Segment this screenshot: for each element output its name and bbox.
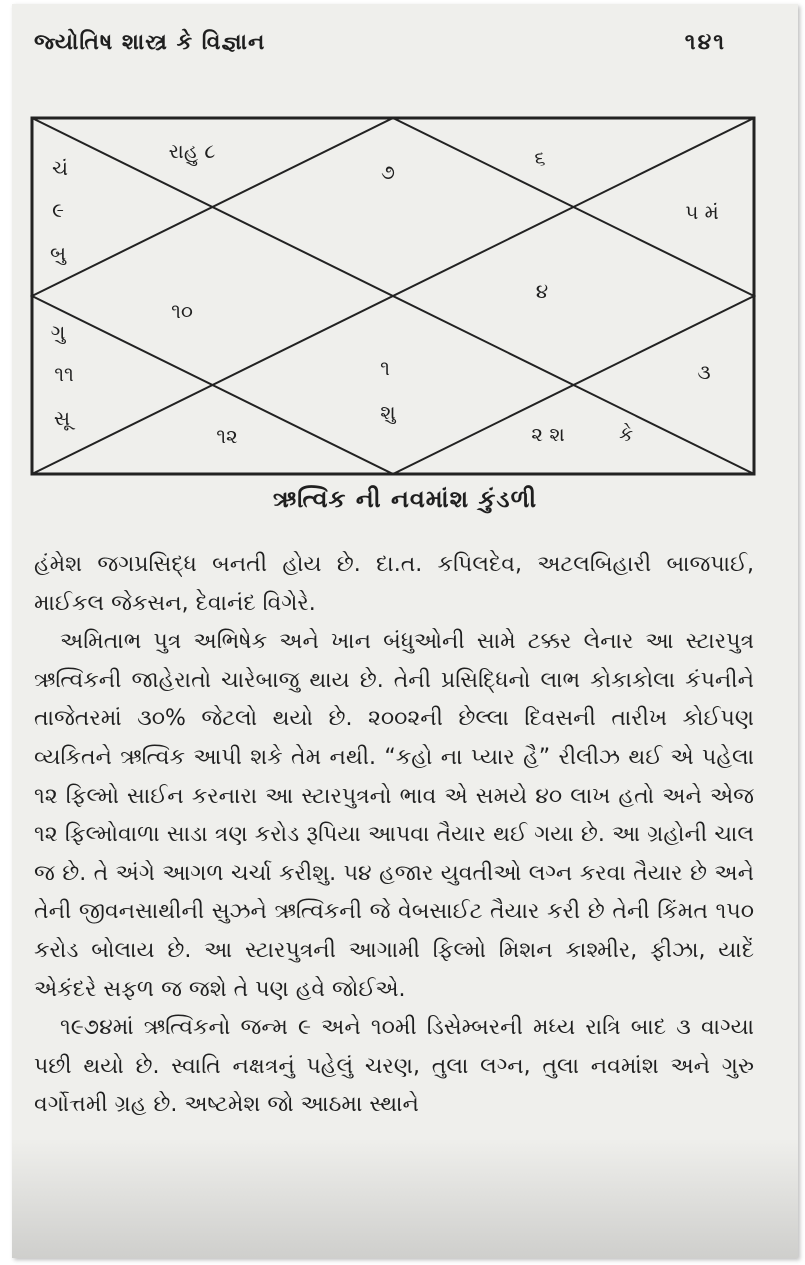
label-house-6: ૬	[534, 146, 546, 170]
paragraph-1: હંમેશ જગપ્રસિદ્ધ બનતી હોય છે. દા.ત. કપિલદેવ, અટલબિહારી બાજપાઈ, માઈકલ જેકસન, દેવાનંદ વિગેરે.	[34, 552, 754, 616]
label-chandra: ચં	[52, 156, 68, 180]
book-page	[12, 4, 798, 1258]
label-house-5-mangal: ૫ મં	[685, 200, 719, 224]
label-house-10: ૧૦	[171, 299, 193, 323]
label-11: ૧૧	[54, 362, 74, 386]
paragraph-3: ૧૯૭૪માં ઋત્વિકનો જન્મ ૯ અને ૧૦મી ડિસેમ્બરની મધ્ય રાત્રિ બાદ ૩ વાગ્યા પછી થયો છે. સ્વાતિ નક્ષત્રનું પહેલું ચરણ, તુલા લગ્ન, તુલા નવમાંશ અને ગુરુ વર્ગોત્તમી ગ્રહ છે. અષ્ટમેશ જો આઠમા સ્થાને	[34, 1015, 754, 1118]
label-house-4: ૪	[535, 279, 549, 303]
body-text	[34, 546, 754, 1125]
navamsha-chart	[30, 116, 756, 476]
running-head-title: જ્યોતિષ શાસ્ત્ર કે વિજ્ઞાન	[34, 30, 266, 55]
label-9: ૯	[52, 198, 64, 222]
label-ketu: કે	[618, 422, 634, 446]
page-number: ૧૪૧	[684, 30, 726, 55]
label-house-7: ૭	[381, 160, 395, 184]
label-budh: બુ	[49, 241, 67, 265]
paragraph-2: અમિતાભ પુત્ર અભિષેક અને ખાન બંધુઓની સામે ટક્કર લેનાર આ સ્ટારપુત્ર ઋત્વિકની જાહેરાતો ચારેબાજુ થાય છે. તેની પ્રસિદ્ધિનો લાભ કોકાકોલા કંપનીને તાજેતરમાં ૩૦% જેટલો થયો છે. ૨૦૦૨ની છેલ્લા દિવસની તારીખ કોઈપણ વ્યકિતને ઋત્વિક આપી શકે તેમ નથી. “કહો ના પ્યાર હૈ” રીલીઝ થઈ એ પહેલા ૧૨ ફિલ્મો સાઈન કરનારા આ સ્ટારપુત્રનો ભાવ એ સમયે ૪૦ લાખ હતો અને એજ ૧૨ ફિલ્મોવાળા સાડા ત્રણ કરોડ રૂપિયા આપવા તૈયાર થઈ ગયા છે. આ ગ્રહોની ચાલ જ છે. તે અંગે આગળ ચર્ચા કરીશુ. ૫૪ હજાર યુવતીઓ લગ્ન કરવા તૈયાર છે અને તેની જીવનસાથીની સુઝને ઋત્વિકની જે વેબસાઈટ તૈયાર કરી છે તેની કિંમત ૧૫૦ કરોડ બોલાય છે. આ સ્ટારપુત્રની આગામી ફિલ્મો મિશન કાશ્મીર, ફીઝા, યાદેં એકંદરે સફળ જ જશે તે પણ હવે જોઈએ.	[34, 629, 754, 1002]
chart-caption: ઋત્વિક ની નવમાંશ કુંડળી	[272, 485, 538, 513]
label-rahu-8: રાહુ ૮	[168, 139, 216, 163]
label-shukra: શુ	[380, 400, 396, 424]
label-surya: સૂ	[53, 406, 71, 430]
label-guru: ગુ	[50, 320, 66, 344]
label-house-1: ૧	[380, 356, 390, 380]
label-house-2-shani: ૨ શ	[531, 422, 565, 446]
label-house-12: ૧૨	[216, 424, 238, 448]
label-house-3: ૩	[697, 360, 711, 384]
